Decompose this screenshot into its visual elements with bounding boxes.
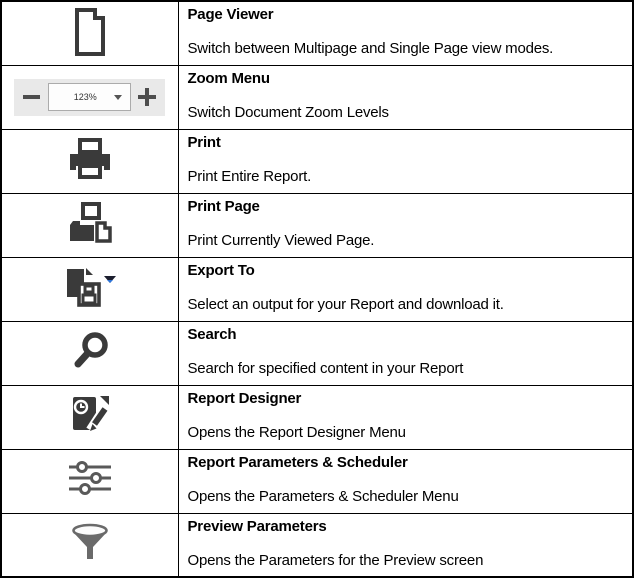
table-row-zoom-menu bbox=[1, 65, 633, 129]
page-icon bbox=[68, 6, 112, 61]
row-description: Select an output for your Report and download it. bbox=[187, 295, 504, 313]
table-row-report-parameters-scheduler bbox=[1, 449, 633, 513]
row-title: Report Parameters & Scheduler bbox=[187, 454, 408, 471]
zoom-level-dropdown bbox=[48, 83, 131, 111]
table-row-export-to bbox=[1, 257, 633, 321]
row-description: Switch between Multipage and Single Page view modes. bbox=[187, 40, 554, 57]
table-row-page-viewer bbox=[1, 1, 633, 65]
zoom-out-button bbox=[23, 88, 40, 106]
printer-icon bbox=[66, 137, 114, 186]
table-row-print-page bbox=[1, 193, 633, 257]
plus-icon bbox=[145, 88, 149, 106]
export-icon bbox=[60, 264, 120, 315]
row-title: Report Designer bbox=[187, 390, 302, 407]
print-page-icon bbox=[67, 201, 113, 250]
row-description: Opens the Parameters for the Preview screen bbox=[187, 551, 484, 569]
row-title: Print Page bbox=[187, 198, 260, 215]
funnel-icon bbox=[67, 521, 113, 568]
zoom-level-value: 123% bbox=[73, 92, 97, 102]
minus-icon bbox=[23, 95, 40, 99]
row-title: Preview Parameters bbox=[187, 517, 327, 535]
row-title: Print bbox=[187, 134, 221, 151]
row-description: Opens the Parameters & Scheduler Menu bbox=[187, 487, 459, 505]
table-row-preview-parameters bbox=[1, 513, 633, 577]
chevron-down-icon bbox=[104, 276, 116, 283]
row-description: Print Currently Viewed Page. bbox=[187, 231, 375, 249]
table-row-search bbox=[1, 321, 633, 385]
report-designer-icon bbox=[68, 394, 112, 441]
row-title: Search bbox=[187, 326, 237, 343]
zoom-widget bbox=[14, 79, 165, 116]
table-row-report-designer bbox=[1, 385, 633, 449]
table-row-print bbox=[1, 129, 633, 193]
row-title: Page Viewer bbox=[187, 6, 274, 24]
search-icon bbox=[70, 330, 110, 377]
row-description: Switch Document Zoom Levels bbox=[187, 103, 389, 121]
row-description: Print Entire Report. bbox=[187, 167, 312, 185]
zoom-in-button bbox=[138, 88, 156, 106]
row-title: Export To bbox=[187, 262, 255, 279]
sliders-icon bbox=[65, 459, 115, 504]
row-title: Zoom Menu bbox=[187, 70, 270, 87]
row-description: Opens the Report Designer Menu bbox=[187, 423, 406, 441]
chevron-down-icon bbox=[114, 95, 122, 100]
row-description: Search for specified content in your Report bbox=[187, 359, 464, 377]
